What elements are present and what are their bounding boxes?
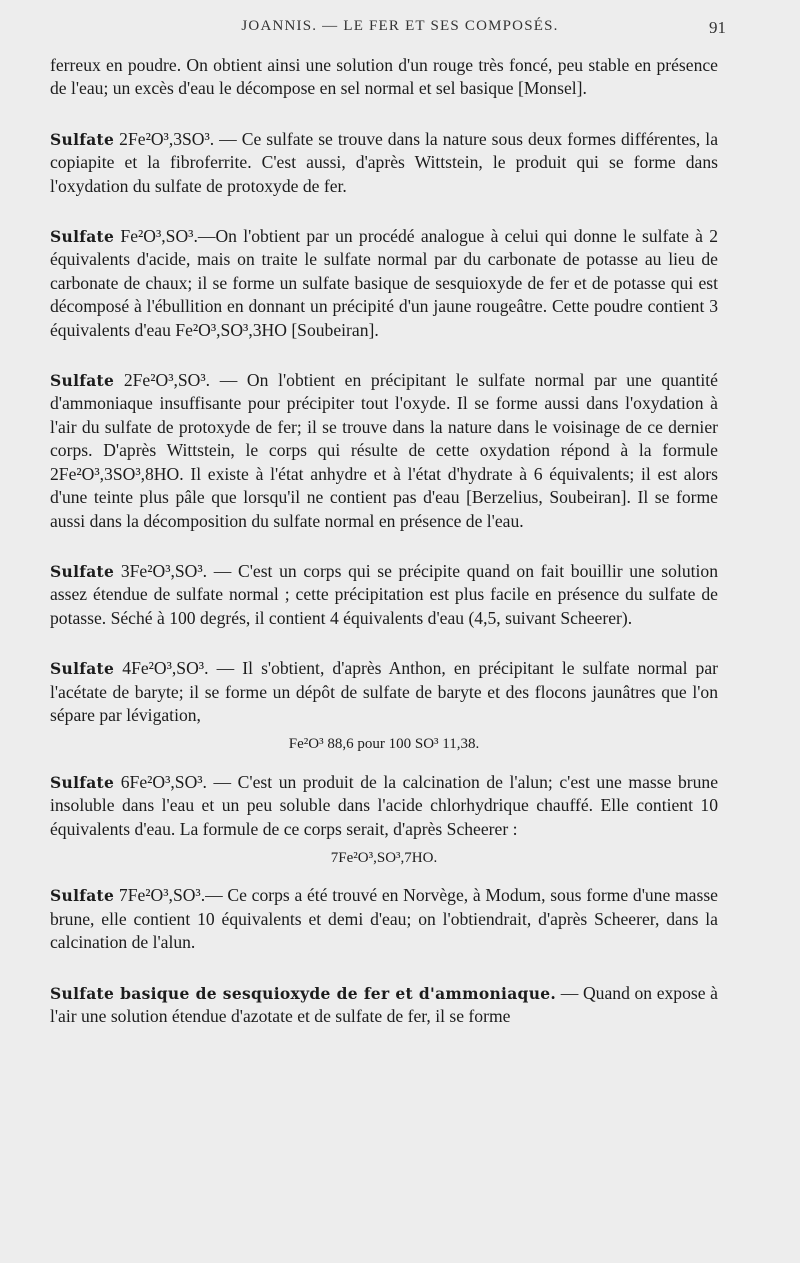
- section-lead: Sulfate: [50, 886, 115, 906]
- paragraph: Sulfate 7Fe²O³,SO³.— Ce corps a été trouvé en Norvège, à Modum, sous forme d'une masse brune, elle contient 10 équivalents et demi d'eau; on l'obtiendrait, d'après Scheerer, dans la calcination de l'alun.: [50, 885, 718, 953]
- section-formula: Fe²O³,SO³.: [114, 226, 198, 247]
- section-lead: Sulfate: [50, 659, 115, 679]
- section-lead: Sulfate: [50, 227, 115, 247]
- formula-line: 7Fe²O³,SO³,7HO.: [330, 849, 438, 866]
- section-formula: 2Fe²O³,3SO³.: [114, 128, 215, 149]
- section-formula: 6Fe²O³,SO³.: [114, 771, 207, 792]
- running-title: JOANNIS. — LE FER ET SES COMPOSÉS.: [241, 18, 559, 34]
- paragraph: Sulfate 4Fe²O³,SO³. — Il s'obtient, d'après Anthon, en précipitant le sulfate normal par l'acétate de baryte; il se forme un dépôt de sulfate de baryte et des flocons jaunâtres que l'on sépare par lévigation,: [50, 658, 719, 725]
- section-lead: Sulfate: [50, 371, 115, 391]
- section-lead: Sulfate: [50, 561, 115, 581]
- section-formula: 4Fe²O³,SO³.: [114, 658, 209, 679]
- section-formula: 2Fe²O³,SO³.: [114, 370, 211, 391]
- paragraph: Sulfate 2Fe²O³,SO³. — On l'obtient en précipitant le sulfate normal par une quantité d'ammoniaque insuffisante pour précipiter tout l'oxyde. Il se forme aussi dans l'oxydation à l'air du sulfate de protoxyde de fer; il se trouve dans la nature dans le voisinage de ce dernier corps. D'après Wittstein, le corps qui résulte de cette oxydation répond à la formule 2Fe²O³,3SO³,8HO. Il existe à l'état anhydre et à l'état d'hydrate à 6 équivalents; il est alors d'une teinte plus pâle que lorsqu'il ne contient pas d'eau [Berzelius, Soubeiran]. Il se forme aussi dans la décomposition du sulfate normal en présence de l'eau.: [50, 370, 718, 531]
- section-lead: Sulfate: [50, 129, 115, 149]
- section-lead: Sulfate basique de sesquioxyde de fer et d'ammoniaque.: [50, 983, 557, 1003]
- running-header: [0, 18, 800, 42]
- paragraph: Sulfate basique de sesquioxyde de fer et d'ammoniaque. — Quand on expose à l'air une solution étendue d'azotate et de sulfate de fer, il se forme: [50, 982, 718, 1026]
- paragraph: Sulfate Fe²O³,SO³.—On l'obtient par un procédé analogue à celui qui donne le sulfate à 2 équivalents d'acide, mais on traite le sulfate normal par du carbonate de potasse au lieu de carbonate de chaux; il se forme un sulfate basique de sesquioxyde de fer et de potasse qui est décomposé à l'ébullition en donnant un précipité d'un jaune rougeâtre. Cette poudre contient 3 équivalents d'eau Fe²O³,SO³,3HO [Soubeiran].: [50, 226, 718, 340]
- section-lead: Sulfate: [50, 772, 115, 792]
- paragraph: Sulfate 2Fe²O³,3SO³. — Ce sulfate se trouve dans la nature sous deux formes différentes, la copiapite et la fibroferrite. C'est aussi, d'après Wittstein, le produit qui se forme dans l'oxydation du sulfate de protoxyde de fer.: [50, 128, 718, 196]
- page-number: 91: [709, 18, 726, 37]
- formula-line: Fe²O³ 88,6 pour 100 SO³ 11,38.: [288, 736, 480, 753]
- page-body: [50, 54, 718, 1028]
- paragraph: Sulfate 3Fe²O³,SO³. — C'est un corps qui se précipite quand on fait bouillir une solution assez étendue de sulfate normal ; cette précipitation est plus facile en présence du sulfate de potasse. Séché à 100 degrés, il contient 4 équivalents d'eau (4,5, suivant Scheerer).: [50, 560, 719, 628]
- section-formula: 3Fe²O³,SO³.: [114, 560, 208, 581]
- paragraph: Sulfate 6Fe²O³,SO³. — C'est un produit de la calcination de l'alun; c'est une masse brune insoluble dans l'eau et un peu soluble dans l'acide chlorhydrique chauffé. Elle contient 10 équivalents d'eau. La formule de ce corps serait, d'après Scheerer :: [50, 771, 719, 839]
- paragraph: ferreux en poudre. On obtient ainsi une solution d'un rouge très foncé, peu stable en présence de l'eau; un excès d'eau le décompose en sel normal et sel basique [Monsel].: [50, 55, 718, 99]
- section-formula: 7Fe²O³,SO³.: [114, 885, 206, 906]
